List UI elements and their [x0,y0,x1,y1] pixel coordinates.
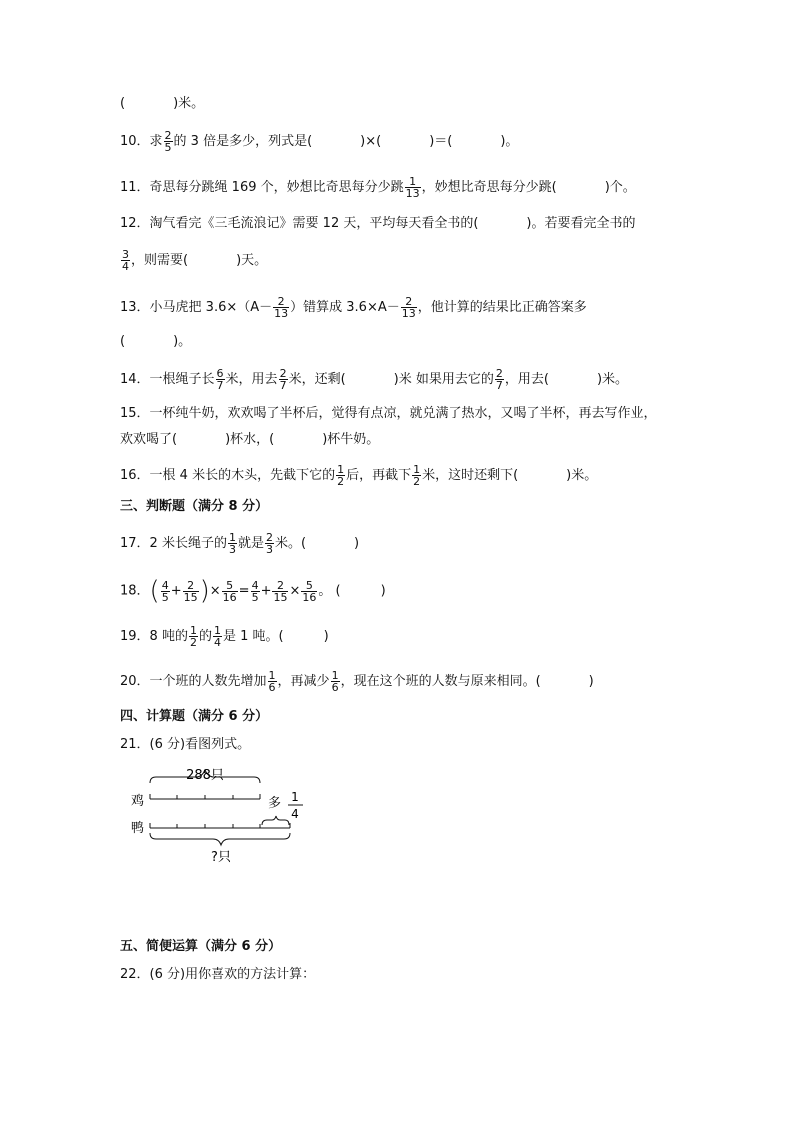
bottom-label: ?只 [211,850,231,865]
fraction: $\frac{1}{2}$ [189,624,197,649]
question-21: 21．(6 分)看图列式。 [120,737,251,752]
question-20: 20．一个班的人数先增加 $\frac{1}{6}$ ，再减少 $\frac{1}{6}$ ，现在这个班的人数与原来相同。( ) [120,669,594,694]
question-22: 22．(6 分)用你喜欢的方法计算： [120,967,316,982]
fraction: $\frac{5}{16}$ [302,578,317,604]
question-11: 11．奇思每分跳绳 169 个，妙想比奇思每分少跳 $\frac{1}{13}$ ，妙想比奇思每分少跳( )个。 [120,175,636,200]
extra-brace [262,816,289,825]
line-segment-diagram [125,765,325,865]
section-heading: 五、简便运算（满分 6 分） [120,939,282,954]
question-13: 13．小马虎把 3.6×（A－ $\frac{2}{13}$ ）错算成 3.6×A－ $\frac{2}{13}$ ，他计算的结果比正确答案多 [120,295,587,320]
fraction: $\frac{2}{13}$ [274,295,289,320]
top-label: 288只 [186,768,224,783]
fraction: $\frac{1}{4}$ [213,624,221,649]
fraction: $\frac{1}{3}$ [228,531,236,556]
fraction: $\frac{1}{2}$ [413,463,421,488]
left-paren: ( [149,576,160,606]
q9-tail: ( )米。 [120,96,205,111]
fraction: $\frac{1}{6}$ [331,669,339,694]
fraction: $\frac{1}{2}$ [337,463,345,488]
fraction: $\frac{2}{3}$ [265,531,273,556]
chicken-ticks [150,794,260,799]
fraction: $\frac{4}{5}$ [251,578,259,604]
question-14: 14．一根绳子长 $\frac{6}{7}$ 米，用去 $\frac{2}{7}$ 米，还剩( )米 如果用去它的 $\frac{2}{7}$ ，用去( )米。 [120,367,629,392]
question-15-line2: 欢欢喝了( )杯水，( )杯牛奶。 [120,432,380,447]
fraction: $\frac{3}{4}$ [122,248,129,273]
fraction: $\frac{1}{6}$ [268,669,276,694]
right-paren: ) [199,576,210,606]
fraction: $\frac{5}{16}$ [222,578,237,604]
question-17: 17．2 米长绳子的 $\frac{1}{3}$ 就是 $\frac{2}{3}$ 米。( ) [120,531,360,556]
question-12-line1: 12．淘气看完《三毛流浪记》需要 12 天，平均每天看全书的( )。若要看完全书的 [120,216,636,231]
bottom-brace [150,833,290,845]
question-10: 10．求 $\frac{2}{5}$ 的 3 倍是多少，列式是( )×( )＝( )。 [120,129,519,154]
fraction: $\frac{2}{13}$ [401,295,416,320]
question-12-line2: $\frac{3}{4}$ ，则需要( )天。 [122,248,268,273]
question-16: 16．一根 4 米长的木头，先截下它的 $\frac{1}{2}$ 后，再截下 $\frac{1}{2}$ 米，这时还剩下( )米。 [120,463,598,488]
fraction-numerator: 1 [291,790,299,804]
more-label: 多 [268,796,282,811]
section-heading: 四、计算题（满分 6 分） [120,709,269,724]
fraction: $\frac{2}{15}$ [183,578,198,604]
question-15-line1: 15．一杯纯牛奶，欢欢喝了半杯后，觉得有点凉，就兑满了热水，又喝了半杯，再去写作业， [120,406,657,421]
chicken-label: 鸡 [131,794,145,809]
question-19: 19．8 吨的 $\frac{1}{2}$ 的 $\frac{1}{4}$ 是 1 吨。( ) [120,624,329,649]
fraction: $\frac{4}{5}$ [161,578,169,604]
duck-label: 鸭 [131,821,145,836]
fraction-denominator: 4 [291,807,299,821]
fraction: $\frac{1}{13}$ [405,175,420,200]
question-13-line2: ( )。 [120,334,192,349]
duck-ticks [150,823,290,828]
section-heading: 三、判断题（满分 8 分） [120,499,269,514]
question-18: 18．( $\frac{4}{5}$ + $\frac{2}{15}$ )× $\frac{5}{16}$ = $\frac{4}{5}$ + $\frac{2}{15}$ × $\frac{5}{16}$ 。 ( ) [120,576,386,606]
fraction: $\frac{6}{7}$ [216,367,224,392]
fraction: $\frac{2}{15}$ [273,578,288,604]
fraction: $\frac{2}{5}$ [164,129,172,154]
fraction: $\frac{2}{7}$ [495,367,503,392]
fraction: $\frac{2}{7}$ [279,367,287,392]
